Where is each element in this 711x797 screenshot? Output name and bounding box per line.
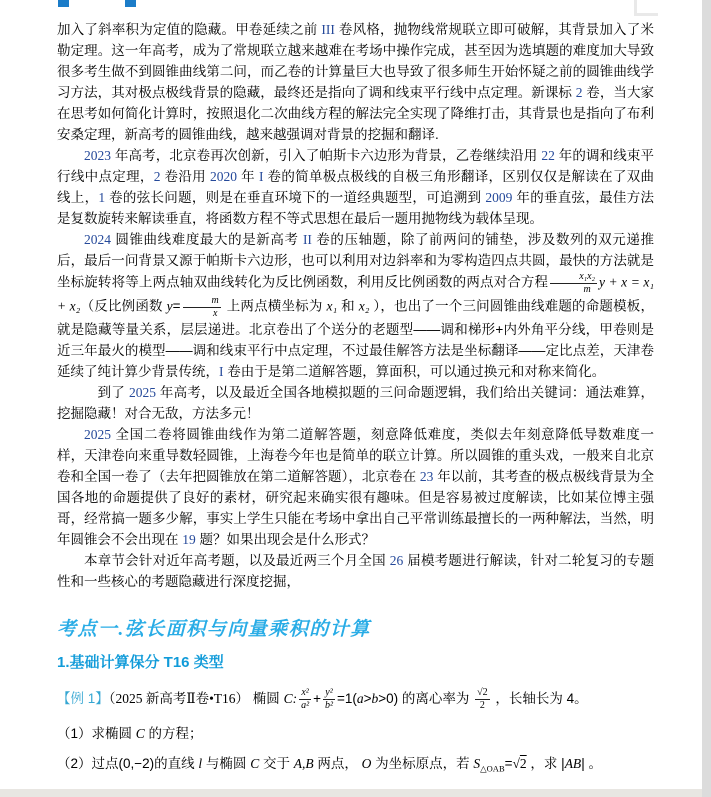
body-paragraph-5: 2025 全国二卷将圆锥曲线作为第二道解答题，刻意降低难度，类似去年刻意降低导数难度一样，天津卷向来重导数轻圆锥，上海卷今年也是简单的联立计算。所以圆锥的重头戏，一般来自北京卷和全国一卷了（去年把圆锥放在第二道解答题），北京卷在 23 年以前，其考查的极点极线背景为全国各地的命题提供了良好的素材，研究起来确实很有趣味。但是容易被过度解读，比如某位博主强哥，经常搞一题多少解，事实上学生只能在考场中拿出自己平常训练最擅长的一两种解法，当然，明年圆锥会不会出现在 19 题？如果出现会是什么形式？ bbox=[57, 427, 654, 547]
page-corner-mark bbox=[634, 13, 658, 16]
body-paragraph-3: 2024 圆锥曲线难度最大的是新高考 II 卷的压轴题，除了前两问的铺垫，涉及数列的双元递推后，最后一问背景又源于帕斯卡六边形，也可以利用对边斜率和为零构造四点共圆，最快的方法就是坐标旋转将等上两点轴双曲线转化为反比例函数，利用反比例函数的两点对合方程 $\frac{\text{x₁x₂}}{m}$ y + x = x₁ + x₂（反比例函数 y= $\frac{m}{x}$ 上两点横坐标为 x₁ 和 x₂ ），也出了一个三问圆锥曲线难题的命题模板，就是隐藏等量关系，层层递进。北京卷出了个送分的老题型——调和梯形+内外角平分线，甲卷则是近三年最火的模型——调和线束平行中点定理，不过最佳解答方法是坐标翻译——定比点差，天津卷延续了纯计算少背景传统，I 卷由于是第二道解答题，算面积，可以通过换元和对称来简化。 bbox=[57, 232, 655, 379]
example-1-line bbox=[57, 686, 654, 712]
example-source: （2025 新高考Ⅱ卷•T16） bbox=[108, 691, 250, 706]
page-gutter-bottom bbox=[0, 789, 702, 797]
body-paragraph-1: 加入了斜率积为定值的隐藏。甲卷延续之前 III 卷风格，抛物线常规联立即可破解，其背景加入了米勒定理。这一年高考，成为了常规联立越来越难在考场中操作完成，甚至因为选填题的难度加大导致很多考生做不到圆锥曲线第二问，而乙卷的计算量巨大也导致了很多师生开始怀疑之前的圆锥曲线学习方法，其对极点极线背景的隐藏，最终还是指向了调和线束平行线中点定理。新课标 2 卷，当大家在思考如何简化计算时，按照退化二次曲线方程的解法完全实现了降维打击，其背景也是指向了布利安桑定理，新高考的圆锥曲线，越来越强调对背景的挖掘和翻译. bbox=[57, 22, 654, 142]
top-blue-square-icon bbox=[125, 0, 136, 7]
section-heading: 考点一.弦长面积与向量乘积的计算 bbox=[57, 619, 371, 640]
body-paragraph-2: 2023 年高考，北京卷再次创新，引入了帕斯卡六边形为背景，乙卷继续沿用 22 年的调和线束平行线中点定理，2 卷沿用 2020 年 I 卷的简单极点极线的自极三角形翻译，区别仅仅是解读在了双曲线上，1 卷的弦长问题，则是在垂直环境下的一道经典题型，可追溯到 2009 年的垂直弦，最佳方法是复数旋转来解读垂直，将函数方程不等式思想在最后一题用抛物线为载体呈现。 bbox=[57, 148, 655, 226]
body-paragraph-6: 本章节会针对近年高考题，以及最近两三个月全国 26 届模考题进行解读，针对二轮复习的专题性和一些核心的考题隐藏进行深度挖掘， bbox=[57, 553, 654, 589]
example-statement: 椭圆 C: $\frac{\text{x²}}{\text{a²}}$ + $\frac{\text{y²}}{\text{b²}}$ =1(a>b>0) 的离心率为 $\frac{√2}{2}$ ，长轴长为 4。 bbox=[249, 687, 588, 711]
body-paragraph-4: 到了 2025 年高考，以及最近全国各地模拟题的三问命题逻辑，我们给出关键词：通法难算，挖掘隐藏！对合无敌，方法多元！ bbox=[57, 385, 654, 421]
page-content bbox=[57, 19, 654, 781]
example-question-2: （2）过点(0,−2)的直线 l 与椭圆 C 交于 A,B 两点， O 为坐标原点，若 $S_{\triangle OAB}=√2$ ，求 |AB| 。 bbox=[57, 756, 602, 774]
example-label: 【例 1】 bbox=[57, 691, 109, 706]
example-question-1: （1）求椭圆 C 的方程； bbox=[57, 726, 203, 741]
page-gutter-right bbox=[702, 0, 711, 797]
subsection-heading: 1.基础计算保分 T16 类型 bbox=[57, 654, 224, 671]
top-blue-square-icon bbox=[58, 0, 69, 7]
